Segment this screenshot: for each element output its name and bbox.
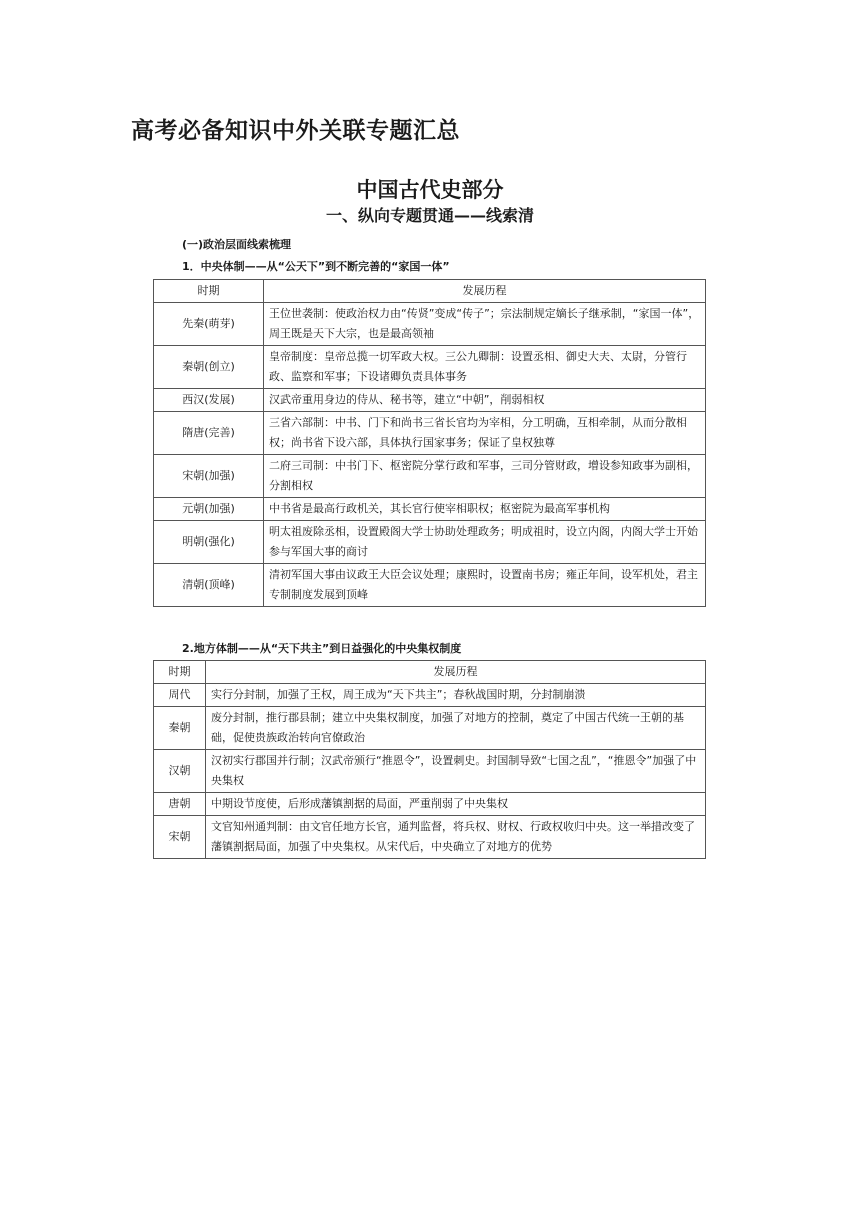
development-cell: 清初军国大事由议政王大臣会议处理；康熙时，设置南书房；雍正年间，设军机处，君主专制制度发展到顶峰 bbox=[264, 564, 706, 607]
table-row bbox=[154, 816, 706, 859]
table-row bbox=[154, 389, 706, 412]
central-system-table bbox=[153, 279, 706, 607]
development-cell: 二府三司制：中书门下、枢密院分掌行政和军事，三司分管财政，增设参知政事为副相，分割相权 bbox=[264, 455, 706, 498]
header-era: 时期 bbox=[154, 280, 264, 303]
section-subtitle: 一、纵向专题贯通——线索清 bbox=[325, 206, 534, 225]
header-development: 发展历程 bbox=[264, 280, 706, 303]
table-header-row bbox=[154, 661, 706, 684]
table-row bbox=[154, 684, 706, 707]
development-cell: 汉初实行郡国并行制；汉武帝颁行“推恩令”，设置刺史。封国制导致“七国之乱”，“推恩令”加强了中央集权 bbox=[206, 750, 706, 793]
development-cell: 实行分封制，加强了王权，周王成为“天下共主”；春秋战国时期，分封制崩溃 bbox=[206, 684, 706, 707]
table-row bbox=[154, 346, 706, 389]
table-row bbox=[154, 707, 706, 750]
era-cell: 汉朝 bbox=[154, 750, 206, 793]
era-cell: 西汉(发展) bbox=[154, 389, 264, 412]
table-row bbox=[154, 412, 706, 455]
era-cell: 宋朝(加强) bbox=[154, 455, 264, 498]
central-system-caption: 1．中央体制——从“公天下”到不断完善的“家国一体” bbox=[182, 260, 450, 273]
table-row bbox=[154, 750, 706, 793]
development-cell: 中期设节度使，后形成藩镇割据的局面，严重削弱了中央集权 bbox=[206, 793, 706, 816]
era-cell: 先秦(萌芽) bbox=[154, 303, 264, 346]
era-cell: 周代 bbox=[154, 684, 206, 707]
era-cell: 秦朝(创立) bbox=[154, 346, 264, 389]
header-development: 发展历程 bbox=[206, 661, 706, 684]
era-cell: 清朝(顶峰) bbox=[154, 564, 264, 607]
era-cell: 宋朝 bbox=[154, 816, 206, 859]
local-system-caption: 2.地方体制——从“天下共主”到日益强化的中央集权制度 bbox=[182, 642, 462, 655]
era-cell: 隋唐(完善) bbox=[154, 412, 264, 455]
era-cell: 元朝(加强) bbox=[154, 498, 264, 521]
table-row bbox=[154, 498, 706, 521]
table-row bbox=[154, 303, 706, 346]
table-row bbox=[154, 793, 706, 816]
development-cell: 废分封制，推行郡县制；建立中央集权制度，加强了对地方的控制，奠定了中国古代统一王朝的基础，促使贵族政治转向官僚政治 bbox=[206, 707, 706, 750]
development-cell: 文官知州通判制：由文官任地方长官，通判监督，将兵权、财权、行政权收归中央。这一举措改变了藩镇割据局面，加强了中央集权。从宋代后，中央确立了对地方的优势 bbox=[206, 816, 706, 859]
table-row bbox=[154, 455, 706, 498]
era-cell: 明朝(强化) bbox=[154, 521, 264, 564]
local-system-table bbox=[153, 660, 706, 859]
table-row bbox=[154, 521, 706, 564]
era-cell: 秦朝 bbox=[154, 707, 206, 750]
section-label: (一)政治层面线索梳理 bbox=[182, 238, 292, 251]
development-cell: 汉武帝重用身边的侍从、秘书等，建立“中朝”，削弱相权 bbox=[264, 389, 706, 412]
table-header-row bbox=[154, 280, 706, 303]
table-row bbox=[154, 564, 706, 607]
document-title: 高考必备知识中外关联专题汇总 bbox=[131, 118, 460, 144]
development-cell: 中书省是最高行政机关，其长官行使宰相职权；枢密院为最高军事机构 bbox=[264, 498, 706, 521]
part-title: 中国古代史部分 bbox=[356, 178, 504, 202]
era-cell: 唐朝 bbox=[154, 793, 206, 816]
development-cell: 明太祖废除丞相，设置殿阁大学士协助处理政务；明成祖时，设立内阁，内阁大学士开始参与军国大事的商讨 bbox=[264, 521, 706, 564]
development-cell: 王位世袭制：使政治权力由“传贤”变成“传子”；宗法制规定嫡长子继承制，“家国一体”，周王既是天下大宗，也是最高领袖 bbox=[264, 303, 706, 346]
development-cell: 皇帝制度：皇帝总揽一切军政大权。三公九卿制：设置丞相、御史大夫、太尉，分管行政、监察和军事；下设诸卿负责具体事务 bbox=[264, 346, 706, 389]
header-era: 时期 bbox=[154, 661, 206, 684]
development-cell: 三省六部制：中书、门下和尚书三省长官均为宰相，分工明确，互相牵制，从而分散相权；尚书省下设六部，具体执行国家事务；保证了皇权独尊 bbox=[264, 412, 706, 455]
